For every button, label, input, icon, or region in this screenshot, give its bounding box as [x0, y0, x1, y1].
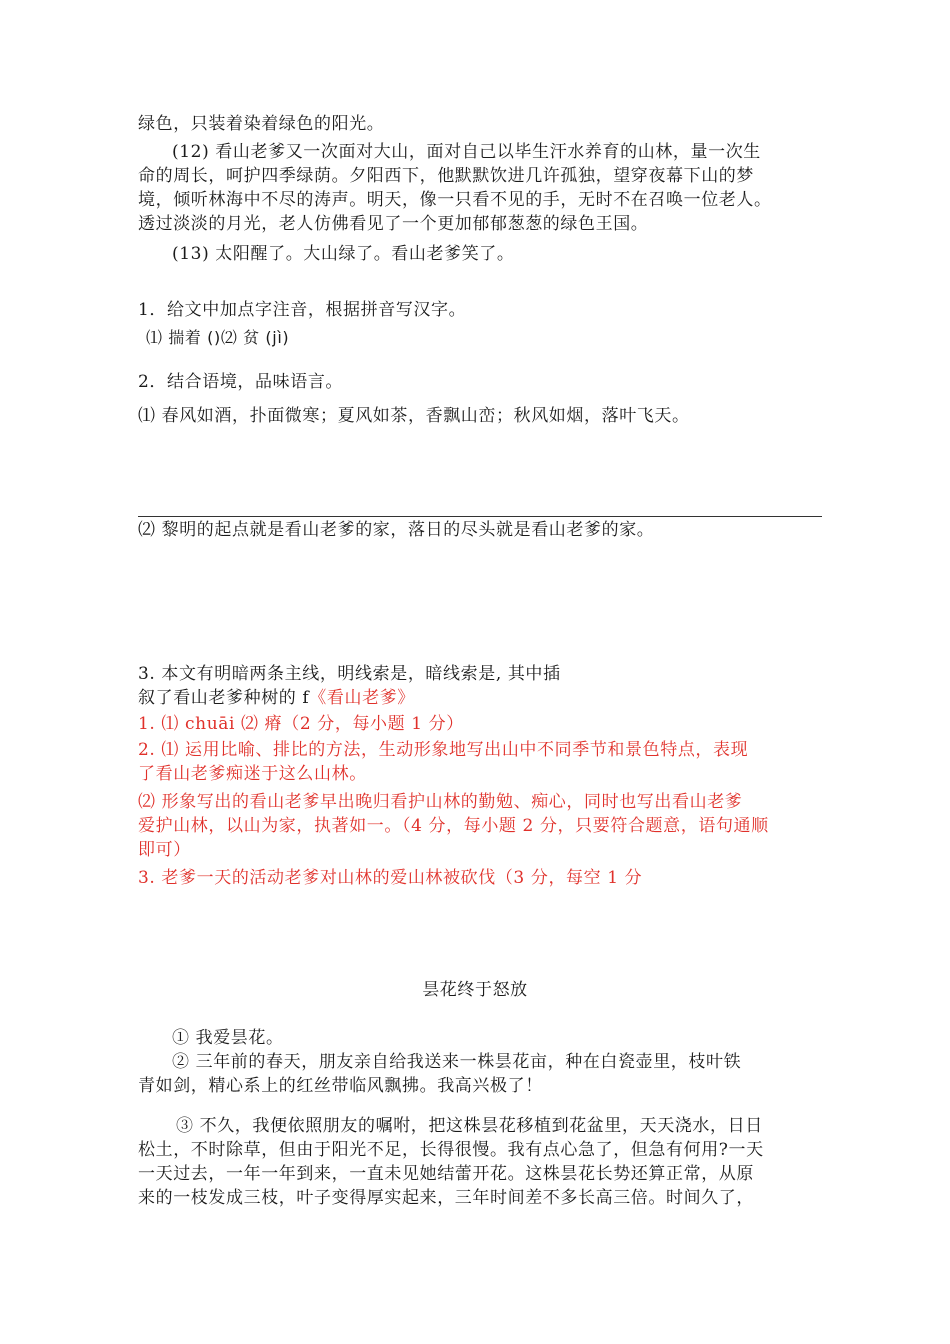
passage2-p3-line-3: 一天过去，一年一年到来，一直未见她结蕾开花。这株昙花长势还算正常，从原: [138, 1164, 754, 1184]
question-3-line-1: 3. 本文有明暗两条主线，明线索是，暗线索是, 其中插: [138, 664, 561, 684]
passage2-p3-line-1: ③ 不久，我便依照朋友的嘱咐，把这株昙花移植到花盆里，天天浇水，日日: [176, 1116, 763, 1136]
passage1-line-0: 绿色，只装着染着绿色的阳光。: [138, 114, 385, 134]
question-2-2: ⑵ 黎明的起点就是看山老爹的家，落日的尽头就是看山老爹的家。: [138, 520, 655, 540]
passage1-p12-line-3: 境，倾听林海中不尽的涛声。明天，像一只看不见的手，无时不在召唤一位老人。: [138, 190, 772, 210]
answer-line-3: 了看山老爹痴迷于这么山林。: [138, 764, 367, 784]
passage2-p3-line-2: 松土，不时除草，但由于阳光不足，长得很慢。我有点心急了，但急有何用?一天: [138, 1140, 764, 1160]
question-2-1: ⑴ 春风如酒，扑面微寒；夏风如茶，香飘山峦；秋风如烟，落叶飞天。: [138, 406, 690, 426]
answer-underline: [138, 516, 822, 517]
question-1: 1．给文中加点字注音，根据拼音写汉字。: [138, 300, 467, 320]
passage1-p12-line-4: 透过淡淡的月光，老人仿佛看见了一个更加郁郁葱葱的绿色王国。: [138, 214, 649, 234]
answer-line-2: 2. ⑴ 运用比喻、排比的方法，生动形象地写出山中不同季节和景色特点，表现: [138, 740, 749, 760]
answer-line-7: 3. 老爹一天的活动老爹对山林的爱山林被砍伐（3 分，每空 1 分: [138, 868, 643, 888]
passage2-p2-line-1: ② 三年前的春天，朋友亲自给我送来一株昙花亩，种在白瓷壶里，枝叶铁: [172, 1052, 742, 1072]
answer-line-6: 即可）: [138, 840, 191, 860]
question-3-line-2: [138, 686, 828, 710]
answer-line-1: 1. ⑴ chuāi ⑵ 瘠（2 分，每小题 1 分）: [138, 714, 464, 734]
passage2-p3-line-4: 来的一枝发成三枝，叶子变得厚实起来，三年时间差不多长高三倍。时间久了，: [138, 1188, 754, 1208]
passage1-p12-line-2: 命的周长，呵护四季绿荫。夕阳西下，他默默饮进几许孤独，望穿夜幕下山的梦: [138, 166, 754, 186]
answer-line-4: ⑵ 形象写出的看山老爹早出晚归看护山林的勤勉、痴心，同时也写出看山老爹: [138, 792, 743, 812]
passage1-p12-line-1: (12) 看山老爹又一次面对大山，面对自己以毕生汗水养育的山林，量一次生: [172, 142, 761, 162]
source-title: 《看山老爹》: [309, 688, 415, 708]
answer-line-5: 爱护山林，以山为家，执著如一。（4 分，每小题 2 分，只要符合题意，语句通顺: [138, 816, 769, 836]
question-2: 2．结合语境，品味语言。: [138, 372, 344, 392]
passage2-p1: ① 我爱昙花。: [172, 1028, 284, 1048]
question-1-items: ⑴ 揣着 ()⑵ 贫 (jì): [146, 328, 290, 347]
question-3-text: 叙了看山老爹种树的 f: [138, 688, 310, 708]
passage1-p13: (13) 太阳醒了。大山绿了。看山老爹笑了。: [172, 244, 515, 264]
passage2-p2-line-2: 青如剑，精心系上的红丝带临风飘拂。我高兴极了！: [138, 1076, 543, 1096]
passage2-title: 昙花终于怒放: [422, 980, 528, 1000]
